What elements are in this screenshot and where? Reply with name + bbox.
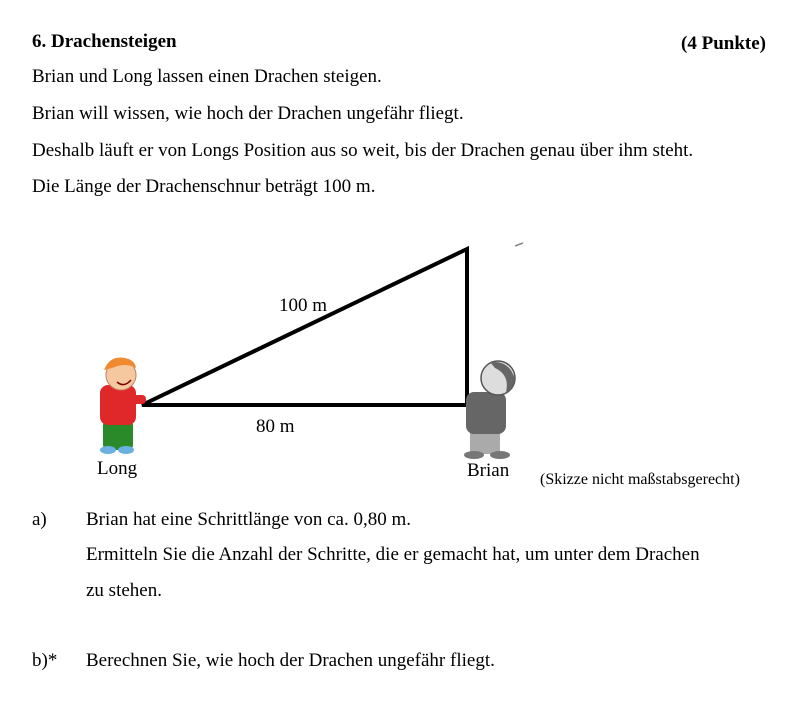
brian-figure-icon [464,361,515,459]
long-figure-icon [100,358,146,455]
long-label: Long [97,458,138,479]
task-title: 6. Drachensteigen [32,31,177,52]
intro-line: Die Länge der Drachenschnur beträgt 100 m. [32,176,376,197]
part-a-line: Ermitteln Sie die Anzahl der Schritte, die er gemacht hat, um unter dem Drachen [86,544,700,565]
part-a-line: Brian hat eine Schrittlänge von ca. 0,80 m. [86,509,412,530]
part-b-line: Berechnen Sie, wie hoch der Drachen ungefähr fliegt. [86,650,495,671]
kite-mark [515,243,523,246]
base-label: 80 m [256,416,295,437]
kite-triangle [142,249,467,405]
intro-line: Deshalb läuft er von Longs Position aus so weit, bis der Drachen genau über ihm steht. [32,140,694,161]
task-points: (4 Punkte) [681,33,766,54]
intro-line: Brian und Long lassen einen Drachen steigen. [32,66,382,87]
part-b-label: b)* [32,650,58,671]
scale-note: (Skizze nicht maßstabsgerecht) [540,471,740,488]
part-a-label: a) [32,509,47,530]
brian-label: Brian [467,460,510,481]
intro-line: Brian will wissen, wie hoch der Drachen ungefähr fliegt. [32,103,464,124]
hypotenuse-label: 100 m [279,295,328,316]
part-a-line: zu stehen. [86,580,162,601]
